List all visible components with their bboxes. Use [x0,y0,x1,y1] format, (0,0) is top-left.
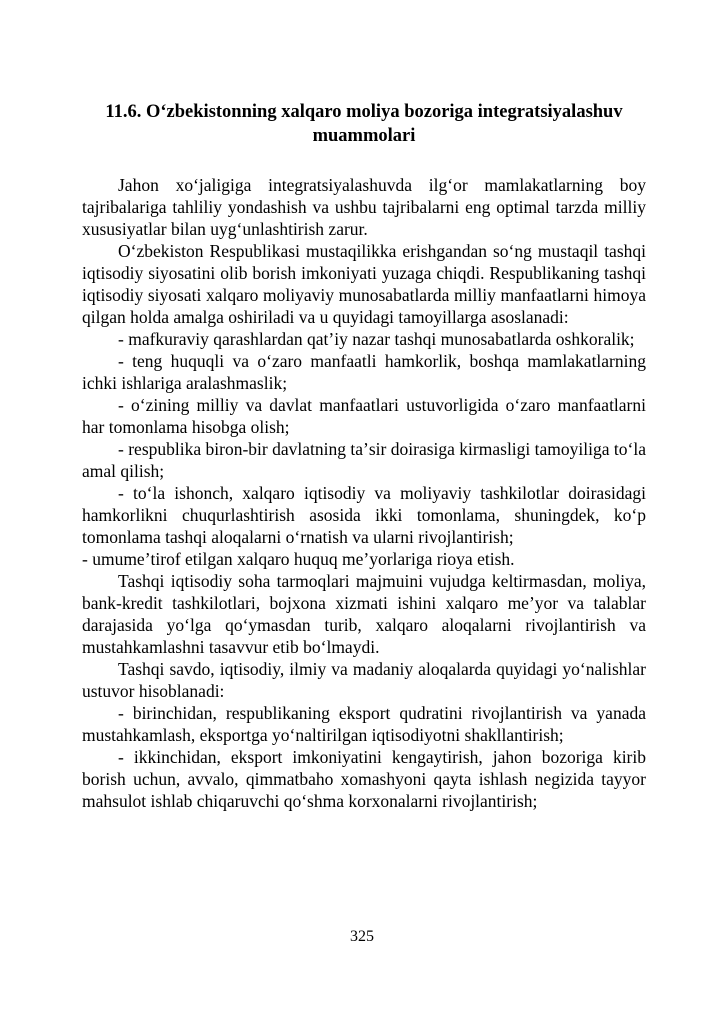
list-item: - oʻzining milliy va davlat manfaatlari ustuvorligida oʻzaro manfaatlarni har tomonlama hisobga olish; [82,395,646,438]
list-item: - birinchidan, respublikaning eksport qudratini rivojlantirish va yanada mustahkamlash, eksportga yoʻnaltirilgan iqtisodiyotni shakllantirish; [82,703,646,746]
page-number: 325 [350,928,374,945]
paragraph: Tashqi savdo, iqtisodiy, ilmiy va madaniy aloqalarda quyidagi yoʻnalishlar ustuvor hisoblanadi: [82,659,646,702]
list-item: - toʻla ishonch, xalqaro iqtisodiy va moliyaviy tashkilotlar doirasidagi hamkorlikni chuqurlashtirish asosida ikki tomonlama, shuningdek, koʻp tomonlama tashqi aloqalarni oʻrnatish va ularni rivojlantirish; [82,483,646,548]
paragraph: Jahon xoʻjaligiga integratsiyalashuvda ilgʻor mamlakatlarning boy tajribalariga tahliliy yondashish va ushbu tajribalarni eng optimal tarzda milliy xususiyatlar bilan uygʻunlashtirish zarur. [82,175,646,240]
list-item: - ikkinchidan, eksport imkoniyatini kengaytirish, jahon bozoriga kirib borish uchun, avvalo, qimmatbaho xomashyoni qayta ishlash negizida tayyor mahsulot ishlab chiqaruvchi qoʻshma korxonalarni rivojlantirish; [82,747,646,812]
body-text [82,174,646,812]
list-item: - respublika biron-bir davlatning taʼsir doirasiga kirmasligi tamoyiliga toʻla amal qilish; [82,439,646,482]
list-item: - mafkuraviy qarashlardan qatʼiy nazar tashqi munosabatlarda oshkoralik; [118,329,635,350]
section-title: 11.6. Oʻzbekistonning xalqaro moliya bozoriga integratsiyalashuv muammolari [105,102,623,147]
list-item: - teng huquqli va oʻzaro manfaatli hamkorlik, boshqa mamlakatlarning ichki ishlariga aralashmaslik; [82,351,646,394]
list-item: - umumeʼtirof etilgan xalqaro huquq meʼyorlariga rioya etish. [82,549,515,570]
paragraph: Oʻzbekiston Respublikasi mustaqilikka erishgandan soʻng mustaqil tashqi iqtisodiy siyosatini olib borish imkoniyati yuzaga chiqdi. Respublikaning tashqi iqtisodiy siyosati xalqaro moliyaviy munosabatlarda milliy manfaatlarni himoya qilgan holda amalga oshiriladi va u quyidagi tamoyillarga asoslanadi: [82,241,646,328]
paragraph: Tashqi iqtisodiy soha tarmoqlari majmuini vujudga keltirmasdan, moliya, bank-kredit tashkilotlari, bojxona xizmati ishini xalqaro meʼyor va talablar darajasida yoʻlga qoʻymasdan turib, xalqaro aloqalarni rivojlantirish va mustahkamlashni tasavvur etib boʻlmaydi. [82,571,646,658]
